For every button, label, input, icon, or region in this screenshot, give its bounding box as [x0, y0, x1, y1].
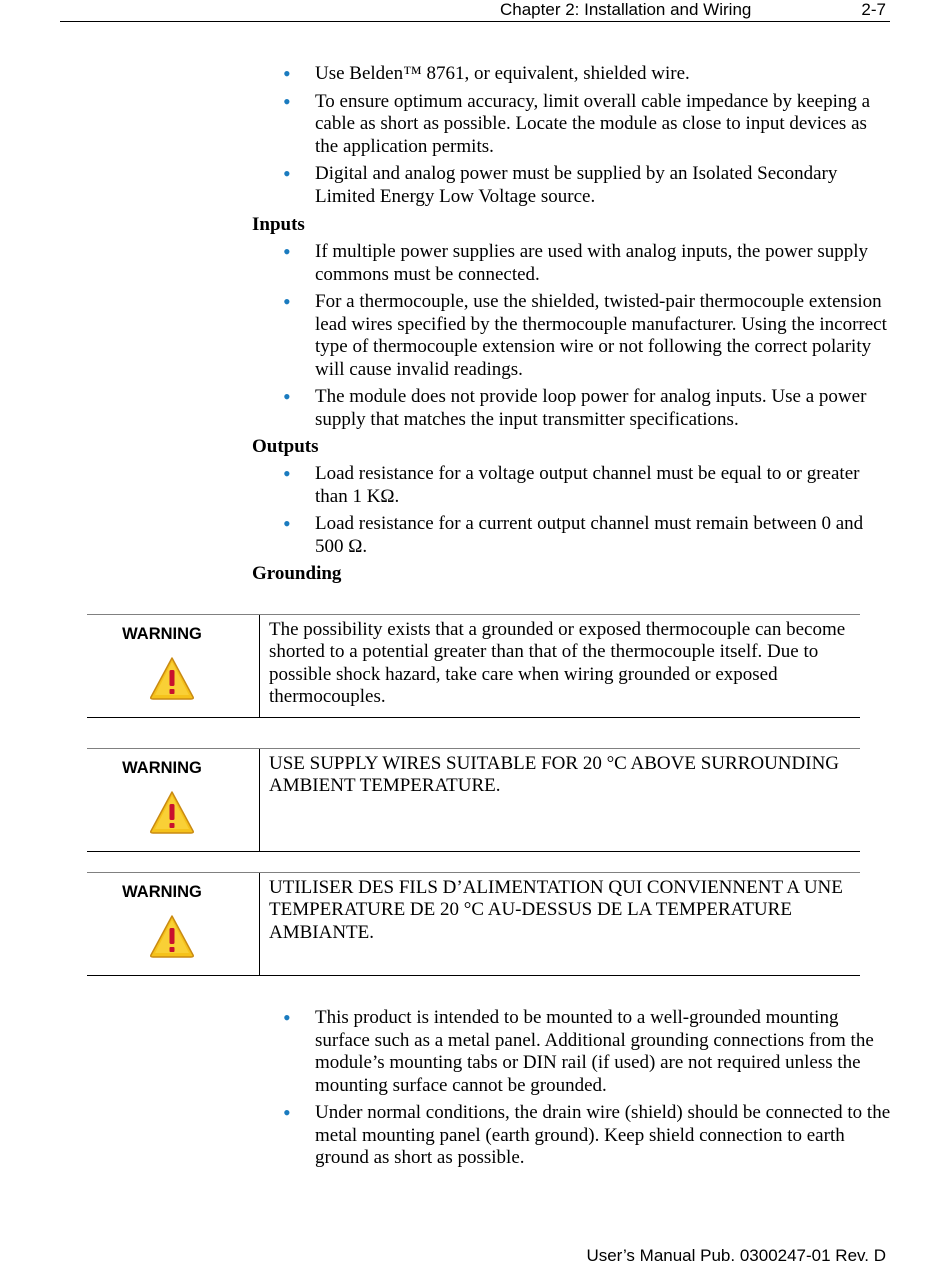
bullet-icon: • — [283, 289, 291, 314]
list-item: • The module does not provide loop power for analog inputs. Use a power supply that matches the input transmitter specifications. — [283, 384, 867, 430]
warning-text: USE SUPPLY WIRES SUITABLE FOR 20 °C ABOVE SURROUNDING AMBIENT TEMPERATURE. — [269, 753, 840, 797]
bullet-icon: • — [283, 1005, 291, 1030]
outputs-heading: Outputs — [252, 436, 319, 457]
bullet-icon: • — [283, 1100, 291, 1125]
page-footer: User’s Manual Pub. 0300247-01 Rev. D — [586, 1246, 886, 1265]
warning-triangle-icon — [149, 913, 195, 959]
list-item: • Use Belden™ 8761, or equivalent, shielded wire. — [283, 61, 690, 86]
grounding-list — [252, 1007, 892, 1175]
warning-box-thermocouple — [87, 614, 860, 718]
grounding-heading: Grounding — [252, 563, 342, 584]
inputs-list — [252, 241, 892, 436]
chapter-title: Chapter 2: Installation and Wiring — [500, 0, 752, 19]
bullet-icon: • — [283, 161, 291, 186]
bullet-icon: • — [283, 61, 291, 86]
warning-text: The possibility exists that a grounded or exposed thermocouple can become shorted to a potential greater than that of the thermocouple itself. Due to possible shock hazard, take care when wiring grounded or exposed thermocouples. — [269, 619, 846, 707]
page-number: 2-7 — [861, 0, 886, 19]
outputs-list — [252, 463, 892, 563]
inputs-heading: Inputs — [252, 214, 305, 235]
warning-label: WARNING — [122, 759, 202, 777]
page-header — [60, 0, 890, 22]
warning-label-cell — [87, 873, 260, 975]
warning-box-supply-wires — [87, 748, 860, 852]
list-item: • Load resistance for a current output channel must remain between 0 and 500 Ω. — [283, 511, 864, 557]
warning-text: UTILISER DES FILS D’ALIMENTATION QUI CONVIENNENT A UNE TEMPERATURE DE 20 °C AU-DESSUS DE LA TEMPERATURE AMBIANTE. — [269, 877, 843, 943]
warning-triangle-icon — [149, 655, 195, 701]
warning-label: WARNING — [122, 883, 202, 901]
list-item: • Digital and analog power must be supplied by an Isolated Secondary Limited Energy Low Voltage source. — [283, 161, 838, 207]
list-item: • If multiple power supplies are used with analog inputs, the power supply commons must be connected. — [283, 239, 869, 285]
wiring-guidelines-list — [252, 63, 892, 213]
bullet-icon: • — [283, 511, 291, 536]
bullet-icon: • — [283, 461, 291, 486]
warning-label: WARNING — [122, 625, 202, 643]
list-item: • Under normal conditions, the drain wire (shield) should be connected to the metal mounting panel (earth ground). Keep shield connection to earth ground as short as possible. — [283, 1100, 891, 1168]
list-item: • For a thermocouple, use the shielded, twisted-pair thermocouple extension lead wires specified by the thermocouple manufacturer. Using the incorrect type of thermocouple extension wire or not following the correct polarity will cause invalid readings. — [283, 289, 887, 380]
warning-label-cell — [87, 615, 260, 717]
list-item: • Load resistance for a voltage output channel must be equal to or greater than 1 KΩ. — [283, 461, 860, 507]
bullet-icon: • — [283, 384, 291, 409]
bullet-icon: • — [283, 239, 291, 264]
warning-box-supply-wires-fr — [87, 872, 860, 976]
list-item: • This product is intended to be mounted to a well-grounded mounting surface such as a metal panel. Additional grounding connections from the module’s mounting tabs or DIN rail (if used) are not required unless the mounting surface cannot be grounded. — [283, 1005, 874, 1096]
warning-label-cell — [87, 749, 260, 851]
warning-triangle-icon — [149, 789, 195, 835]
bullet-icon: • — [283, 88, 291, 114]
list-item: • To ensure optimum accuracy, limit overall cable impedance by keeping a cable as short as possible. Locate the module as close to input devices as the application permits. — [283, 88, 871, 157]
